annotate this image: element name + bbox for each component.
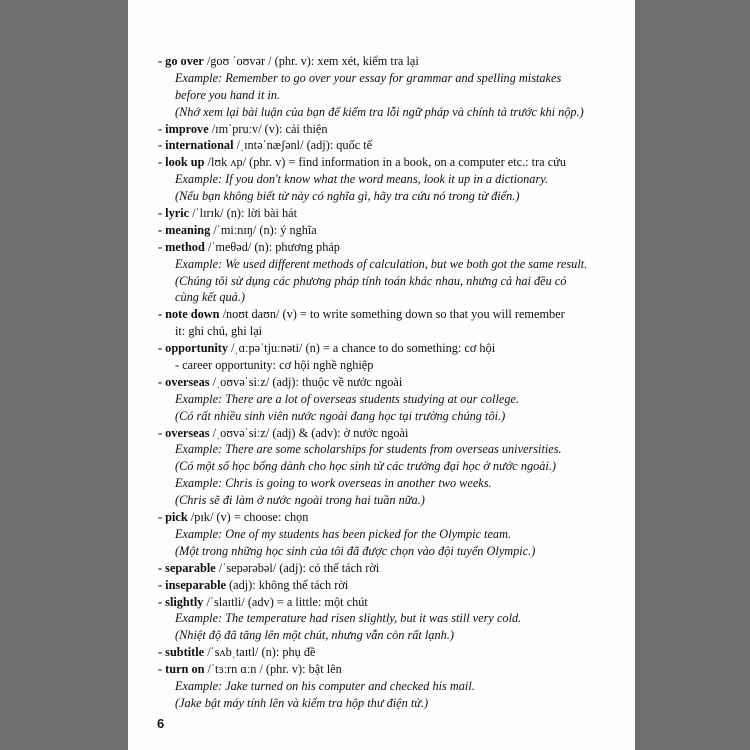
example-line: (Có rất nhiều sinh viên nước ngoài đang học tại trường chúng tôi.) [175,408,506,423]
sub-note-line: - career opportunity: cơ hội nghề nghiệp [175,358,374,373]
example-line: (Nhớ xem lại bài luận của bạn để kiểm tra lỗi ngữ pháp và chính tả trước khi nộp.) [175,104,584,119]
vocab-entry [158,577,628,594]
vocab-term: - pick [158,510,188,525]
vocab-definition: (adj): không thể tách rời [225,577,349,592]
vocab-definition: /ˈsʌbˌtaɪtl/ (n): phụ đề [204,645,316,660]
example-line: Example: There are some scholarships for students from overseas universities. [175,442,562,457]
vocab-entry [158,53,628,70]
document-page [128,0,635,750]
vocab-definition: /ˈsepərəbəl/ (adj): có thể tách rời [215,560,380,575]
vocab-term: - separable [158,560,216,575]
vocab-entry [158,154,628,171]
example-line: Example: If you don't know what the word means, look it up in a dictionary. [175,172,549,187]
vocab-definition: /ˌɑːpəˈtjuːnəti/ (n) = a chance to do something: cơ hội [228,341,496,356]
vocab-term: - note down [158,307,220,322]
left-margin-background [0,0,128,750]
vocab-entry [158,594,628,611]
vocab-term: - international [158,138,234,153]
vocab-entry [158,560,628,577]
vocab-entry [158,239,628,256]
vocab-entry [158,661,628,678]
vocab-term: - meaning [158,222,211,237]
vocab-term: - turn on [158,662,205,677]
vocab-term: - go over [158,54,204,68]
page-number: 6 [157,716,165,731]
vocab-entry [158,306,628,323]
vocab-term: - inseparable [158,577,226,592]
example-line: (Nhiệt độ đã tăng lên một chút, nhưng vẫn còn rất lạnh.) [175,628,454,643]
vocab-entry [158,374,628,391]
vocab-term: - subtitle [158,645,205,660]
example-line: Example: Chris is going to work overseas in another two weeks. [175,476,492,491]
example-line: cùng kết quả.) [175,290,245,305]
vocab-entry [158,121,628,138]
vocab-definition: /ˈmiːnɪŋ/ (n): ý nghĩa [210,222,317,237]
vocab-entry [158,644,628,661]
vocab-term: - method [158,239,205,254]
example-line: Example: We used different methods of calculation, but we both got the same result. [175,256,588,271]
vocab-term: - overseas [158,425,210,440]
vocab-term: - overseas [158,374,210,389]
vocab-definition: /ˈslaɪtli/ (adv) = a little: một chút [203,594,368,609]
vocab-entry [158,340,628,357]
example-line: (Nếu bạn không biết từ này có nghĩa gì, hãy tra cứu nó trong từ điển.) [175,189,520,204]
vocab-term: - lyric [158,206,190,221]
vocab-entry [158,509,628,526]
example-line: (Chris sẽ đi làm ở nước ngoài trong hai tuần nữa.) [175,493,425,508]
vocab-entry [158,137,628,154]
vocab-definition: /ɪmˈpruːv/ (v): cải thiện [208,121,328,136]
vocabulary-list [158,53,628,712]
vocab-term: - slightly [158,594,204,609]
vocab-definition: /ˈtɜːrn ɑːn / (phr. v): bật lên [204,662,342,677]
vocab-definition: /ˈlɪrɪk/ (n): lời bài hát [189,206,298,221]
example-line: Example: There are a lot of overseas students studying at our college. [175,391,520,406]
example-line: before you hand it in. [175,87,281,102]
vocab-definition: /goʊ ˈoʊvər / (phr. v): xem xét, kiểm tra lại [203,54,419,68]
vocab-definition: /ˌoʊvəˈsiːz/ (adj) & (adv): ở nước ngoài [209,425,409,440]
example-line: Example: Jake turned on his computer and checked his mail. [175,678,475,693]
vocab-entry [158,425,628,442]
vocab-definition: /ˌɪntəˈnæʃənl/ (adj): quốc tế [233,138,373,153]
vocab-definition: /ˈmeθəd/ (n): phương pháp [204,239,340,254]
example-line: (Chúng tôi sử dụng các phương pháp tính toán khác nhau, nhưng cả hai đều có [175,273,567,288]
vocab-definition: /ˌoʊvəˈsiːz/ (adj): thuộc về nước ngoài [209,374,403,389]
vocab-term: - improve [158,121,209,136]
vocab-definition: /lʊk ʌp/ (phr. v) = find information in a book, on a computer etc.: tra cứu [204,155,566,170]
example-line: (Một trong những học sinh của tôi đã được chọn vào đội tuyển Olympic.) [175,543,536,558]
example-line: (Jake bật máy tính lên và kiểm tra hộp thư điện tử.) [175,695,429,710]
vocab-term: - opportunity [158,341,229,356]
example-line: (Có một số học bổng dành cho học sinh từ các trường đại học ở nước ngoài.) [175,459,557,474]
vocab-entry [158,205,628,222]
example-line: Example: Remember to go over your essay for grammar and spelling mistakes [175,70,562,85]
example-line: Example: The temperature had risen slightly, but it was still very cold. [175,611,522,626]
vocab-definition: /pɪk/ (v) = choose: chọn [187,510,309,525]
vocab-definition: /noʊt daʊn/ (v) = to write something down so that you will remember [219,307,565,322]
right-margin-background [635,0,750,750]
vocab-term: - look up [158,155,205,170]
vocab-entry [158,222,628,239]
sub-note-line: it: ghi chú, ghi lại [175,324,263,339]
example-line: Example: One of my students has been picked for the Olympic team. [175,526,512,541]
